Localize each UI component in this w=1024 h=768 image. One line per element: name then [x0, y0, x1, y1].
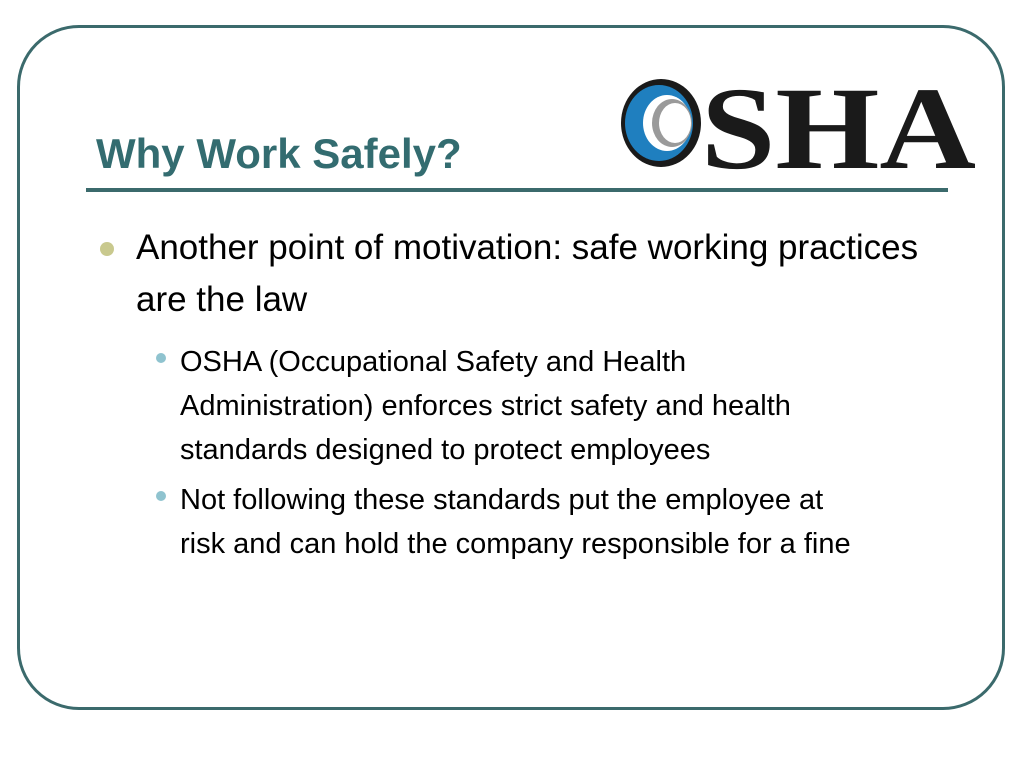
slide-title: Why Work Safely? [96, 130, 462, 177]
bullet-main-text: Another point of motivation: safe working practices are the law [136, 228, 919, 319]
bullet-main [96, 222, 956, 326]
bullet-dot-icon [100, 242, 114, 256]
sub-bullet [136, 340, 870, 472]
sub-bullet-list [136, 340, 956, 566]
osha-logo-ring-icon [621, 79, 701, 167]
sub-bullet-dot-icon [156, 491, 166, 501]
osha-logo [615, 68, 980, 178]
sub-bullet-text: OSHA (Occupational Safety and Health Administration) enforces strict safety and health standards designed to protect employees [180, 346, 791, 466]
sub-bullet-dot-icon [156, 353, 166, 363]
svg-text:SHA: SHA [701, 68, 976, 178]
slide-body [96, 222, 956, 572]
sub-bullet [136, 478, 870, 566]
title-divider [86, 188, 948, 192]
sub-bullet-text: Not following these standards put the employee at risk and can hold the company responsible for a fine [180, 484, 851, 560]
